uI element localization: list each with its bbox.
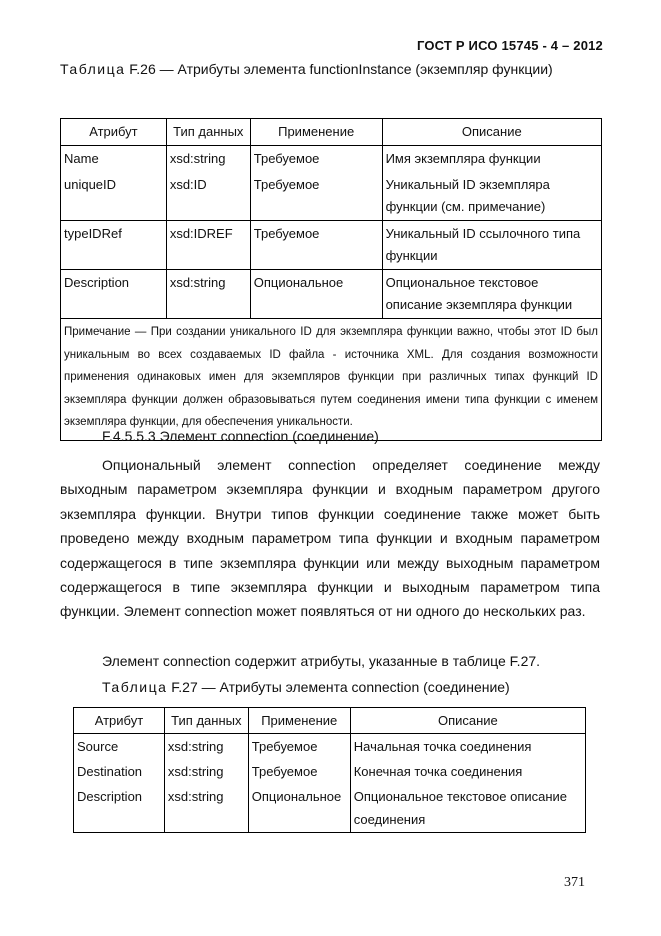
table-cell: Имя экземпляра функции [382, 146, 601, 173]
table-cell: Требуемое [248, 759, 350, 784]
table-cell: Source [74, 734, 165, 760]
table-cell: xsd:string [166, 270, 250, 319]
paragraph [60, 453, 600, 624]
table-header-row [61, 119, 602, 146]
caption-text: F.27 — Атрибуты элемента connection (соединение) [171, 679, 510, 695]
table-cell: Начальная точка соединения [350, 734, 585, 760]
table-f27-caption [102, 679, 510, 695]
table-cell: xsd:string [166, 146, 250, 173]
table-cell: Требуемое [248, 734, 350, 760]
table-note-row [61, 319, 602, 441]
table-cell: Description [61, 270, 167, 319]
table-cell: xsd:IDREF [166, 221, 250, 270]
table-cell: Опциональное текстовое описание соединения [350, 784, 585, 833]
column-header: Применение [248, 708, 350, 734]
table-cell: Destination [74, 759, 165, 784]
table-row [74, 734, 586, 760]
table-cell: xsd:string [164, 734, 248, 760]
table-row [61, 221, 602, 270]
caption-text: F.26 — Атрибуты элемента functionInstance (экземпляр функции) [129, 61, 553, 77]
table-cell: Description [74, 784, 165, 833]
table-cell: xsd:ID [166, 172, 250, 221]
table-cell: typeIDRef [61, 221, 167, 270]
table-cell: Требуемое [250, 172, 382, 221]
table-row [74, 759, 586, 784]
table-cell: Опциональное текстовое описание экземпляра функции [382, 270, 601, 319]
table-row [61, 172, 602, 221]
table-cell: Уникальный ID экземпляра функции (см. примечание) [382, 172, 601, 221]
table-cell: Требуемое [250, 146, 382, 173]
column-header: Описание [382, 119, 601, 146]
table-cell: xsd:string [164, 784, 248, 833]
document-header: ГОСТ Р ИСО 15745 - 4 – 2012 [416, 38, 603, 53]
table-f26-caption [60, 56, 602, 82]
table-cell: Name [61, 146, 167, 173]
column-header: Атрибут [61, 119, 167, 146]
section-heading: F.4.5.5.3 Элемент connection (соединение) [102, 428, 379, 444]
column-header: Тип данных [164, 708, 248, 734]
table-cell: xsd:string [164, 759, 248, 784]
paragraph-text: Опциональный элемент connection определяет соединение между выходным параметром экземпляра функции и входным параметром другого экземпляра функции. Внутри типов функции соединение также может быть проведено между входным параметром типа функции и входным параметром содержащегося в типе экземпляра функции или между выходным параметром содержащегося в типе экземпляра функции и выходным параметром типа функции. Элемент connection может появляться от ни одного до нескольких раз. [60, 457, 600, 620]
table-header-row [74, 708, 586, 734]
table-cell: Уникальный ID ссылочного типа функции [382, 221, 601, 270]
table-cell: uniqueID [61, 172, 167, 221]
table-cell: Требуемое [250, 221, 382, 270]
column-header: Атрибут [74, 708, 165, 734]
table-note: Примечание — При создании уникального ID для экземпляра функции важно, чтобы этот ID был уникальным во всех создаваемых ID файла - источника XML. Для создания возможности применения одинаковых имен для экземпляров функции при различных типах функций ID экземпляра функции должен образовываться путем соединения имени типа функции с именем экземпляра функции, для обеспечения уникальности. [61, 319, 602, 441]
table-row [61, 270, 602, 319]
table-row [74, 784, 586, 833]
table-row [61, 146, 602, 173]
caption-label: Таблица [60, 61, 126, 77]
table-cell: Конечная точка соединения [350, 759, 585, 784]
caption-label: Таблица [102, 679, 168, 695]
column-header: Описание [350, 708, 585, 734]
table-f27 [73, 707, 586, 833]
column-header: Применение [250, 119, 382, 146]
table-cell: Опциональное [250, 270, 382, 319]
paragraph: Элемент connection содержит атрибуты, указанные в таблице F.27. [102, 653, 541, 669]
column-header: Тип данных [166, 119, 250, 146]
page-number: 371 [564, 875, 585, 890]
table-f26 [60, 118, 602, 441]
table-cell: Опциональное [248, 784, 350, 833]
